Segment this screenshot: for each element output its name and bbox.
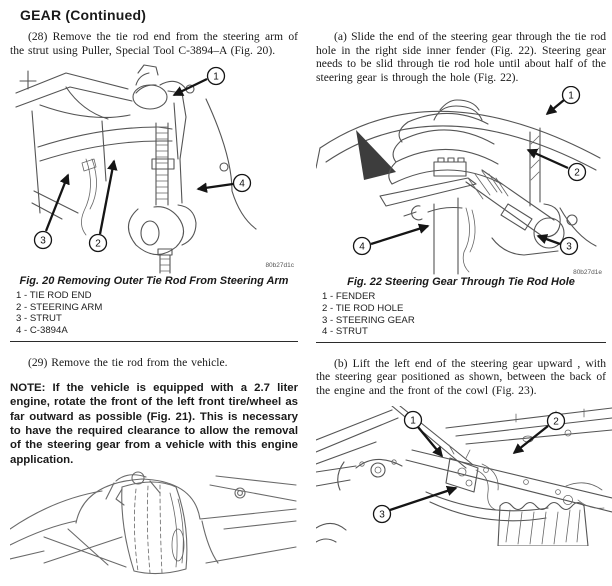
fig22-legend bbox=[316, 291, 606, 337]
svg-text:4: 4 bbox=[239, 178, 245, 190]
legend-divider bbox=[316, 342, 606, 343]
svg-text:2: 2 bbox=[553, 416, 559, 428]
fig20-callout-4 bbox=[198, 175, 251, 192]
fig23-drawing bbox=[316, 406, 612, 546]
svg-text:1: 1 bbox=[213, 71, 219, 83]
fig22-callout-4 bbox=[354, 226, 429, 255]
fig22-callout-2 bbox=[528, 150, 586, 181]
fig20-legend bbox=[10, 290, 298, 336]
svg-text:3: 3 bbox=[40, 235, 46, 247]
legend-divider bbox=[10, 341, 298, 342]
legend-item: 1 - TIE ROD END bbox=[16, 290, 92, 302]
fig20-callout-2 bbox=[90, 161, 115, 252]
step-a-paragraph: (a) Slide the end of the steering gear through the tie rod hole in the right side inner fender (Fig. 22). Steering gear needs to be slid through tie rod hole until about half of the steering gear is through the hole (Fig. 22). bbox=[316, 30, 606, 84]
figure-20-illustration bbox=[10, 63, 298, 275]
section-header: GEAR (Continued) bbox=[20, 7, 147, 23]
legend-item: 3 - STRUT bbox=[16, 313, 62, 325]
figure-21-illustration bbox=[10, 471, 298, 577]
legend-item: 2 - TIE ROD HOLE bbox=[322, 302, 404, 314]
fig20-caption: Fig. 20 Removing Outer Tie Rod From Steering Arm bbox=[19, 275, 289, 288]
figure-20 bbox=[10, 63, 298, 341]
svg-text:4: 4 bbox=[359, 241, 365, 253]
svg-text:2: 2 bbox=[95, 238, 101, 250]
legend-item: 4 - STRUT bbox=[322, 326, 368, 338]
svg-text:2: 2 bbox=[574, 167, 580, 179]
step-28-paragraph: (28) Remove the tie rod end from the steering arm of the strut using Puller, Special Tool C-3894–A (Fig. 20). bbox=[10, 30, 298, 57]
note-paragraph: NOTE: If the vehicle is equipped with a 2.7 liter engine, rotate the front of the left front tire/wheel as far outward as possible (Fig. 21). This is necessary to have the required clearance to allow the removal of the steering gear from a vehicle with this engine application. bbox=[10, 382, 298, 466]
fig22-caption: Fig. 22 Steering Gear Through Tie Rod Hole bbox=[347, 276, 575, 289]
legend-item: 1 - FENDER bbox=[322, 291, 376, 303]
fig20-drawing bbox=[16, 65, 256, 273]
fig20-code: 80b27d1c bbox=[265, 262, 294, 270]
fig22-callout-1 bbox=[547, 87, 580, 115]
legend-item: 2 - STEERING ARM bbox=[16, 301, 103, 313]
fig20-callout-1 bbox=[174, 68, 225, 96]
figure-22-illustration bbox=[316, 86, 606, 276]
svg-text:3: 3 bbox=[566, 241, 572, 253]
fig23-callout-3 bbox=[374, 488, 457, 523]
step-b-paragraph: (b) Lift the left end of the steering gear upward , with the steering gear positioned as shown, between the back of the engine and the front of the cowl (Fig. 23). bbox=[316, 356, 606, 397]
legend-item: 3 - STEERING GEAR bbox=[322, 314, 415, 326]
fig21-drawing bbox=[10, 472, 296, 574]
left-column bbox=[10, 30, 298, 577]
figure-22 bbox=[316, 86, 606, 342]
figure-23-illustration bbox=[316, 406, 612, 546]
svg-text:3: 3 bbox=[379, 509, 385, 521]
right-column bbox=[316, 30, 606, 546]
fig22-code: 80b27d1e bbox=[573, 269, 602, 277]
svg-text:1: 1 bbox=[568, 90, 574, 102]
svg-text:1: 1 bbox=[410, 415, 416, 427]
legend-item: 4 - C-3894A bbox=[16, 324, 68, 336]
fig23-callout-1 bbox=[405, 411, 443, 456]
step-29-paragraph: (29) Remove the tie rod from the vehicle. bbox=[28, 355, 228, 369]
